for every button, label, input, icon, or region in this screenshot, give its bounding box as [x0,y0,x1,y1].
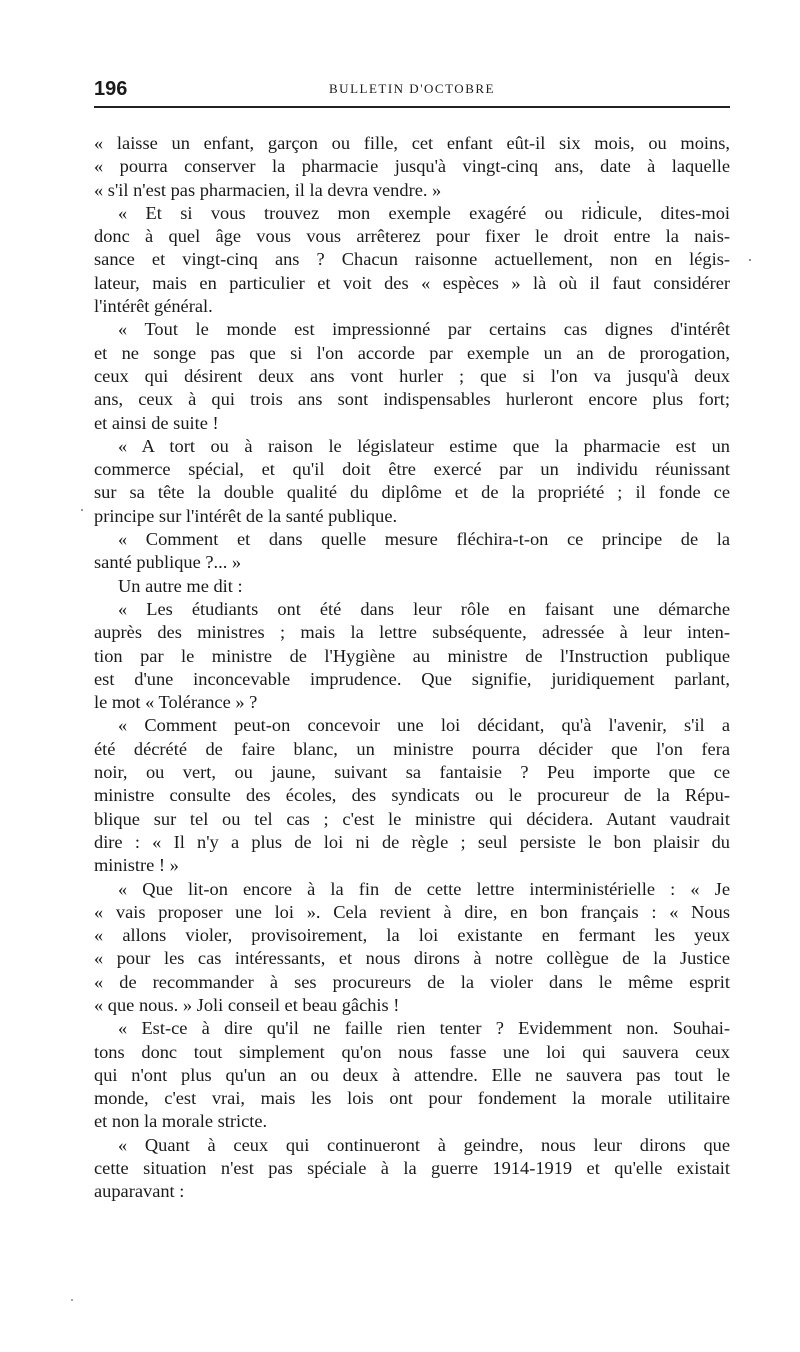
text-line: « laisse un enfant, garçon ou fille, cet enfant eût-il six mois, ou moins, [94,133,730,153]
text-line: « Quant à ceux qui continueront à geindre, nous leur dirons que [118,1134,730,1155]
text-line: auprès des ministres ; mais la lettre subséquente, adressée à leur inten- [94,622,730,643]
text-line: « pour les cas intéressants, et nous dirons à notre collègue de la Justice [94,948,730,969]
text-line: « que nous. » Joli conseil et beau gâchis ! [94,994,400,1015]
text-line: « pourra conserver la pharmacie jusqu'à vingt-cinq ans, date à laquelle [94,156,730,177]
text-line: lateur, mais en particulier et voit des « espèces » là où il faut considérer [94,272,730,293]
text-line: commerce spécial, et qu'il doit être exercé par un individu réunissant [94,459,730,480]
text-line: ans, ceux à qui trois ans sont indispensables hurleront encore plus fort; [94,389,730,410]
text-line: l'intérêt général. [94,296,213,317]
text-line: santé publique ?... » [94,552,242,573]
speck-mark [71,1299,73,1301]
body-text [94,132,730,1204]
text-line: monde, c'est vrai, mais les lois ont pour fondement la morale utilitaire [94,1088,730,1109]
text-line: principe sur l'intérêt de la santé publique. [94,505,398,526]
text-line: blique sur tel ou tel cas ; c'est le ministre qui décidera. Autant vaudrait [94,808,730,829]
page-number: 196 [94,78,128,100]
text-line: et ne songe pas que si l'on accorde par exemple un an de prorogation, [94,342,730,363]
text-line: noir, ou vert, ou jaune, suivant sa fantaisie ? Peu importe que ce [94,762,730,783]
text-line: « allons violer, provisoirement, la loi existante en fermant les yeux [94,925,730,946]
text-line: « s'il n'est pas pharmacien, il la devra vendre. » [94,179,442,200]
text-line: le mot « Tolérance » ? [94,692,258,713]
speck-mark [81,509,83,511]
running-head: BULLETIN D'OCTOBRE [329,81,495,96]
text-line: « A tort ou à raison le législateur estime que la pharmacie est un [118,435,730,456]
speck-mark [749,259,751,261]
text-line: et non la morale stricte. [94,1111,268,1132]
text-line: sance et vingt-cinq ans ? Chacun raisonne actuellement, non en légis- [94,249,730,270]
text-line: « Comment peut-on concevoir une loi décidant, qu'à l'avenir, s'il a [118,715,730,736]
text-line: « de recommander à ses procureurs de la violer dans le même esprit [94,971,730,992]
text-line: « Est-ce à dire qu'il ne faille rien tenter ? Evidemment non. Souhai- [118,1018,730,1039]
text-line: tion par le ministre de l'Hygiène au ministre de l'Instruction publique [94,645,730,666]
text-line: dire : « Il n'y a plus de loi ni de règle ; seul persiste le bon plaisir du [94,831,730,852]
text-line: ministre consulte des écoles, des syndicats ou le procureur de la Répu- [94,785,730,806]
text-line: donc à quel âge vous vous arrêterez pour fixer le droit entre la nais- [94,226,730,247]
text-line: « Comment et dans quelle mesure fléchira-t-on ce principe de la [118,529,730,550]
text-line: et ainsi de suite ! [94,412,219,433]
text-line: Un autre me dit : [118,575,243,596]
text-line: « vais proposer une loi ». Cela revient à dire, en bon français : « Nous [94,901,730,922]
text-line: été décrété de faire blanc, un ministre pourra décider que l'on fera [94,738,730,759]
text-line: « Et si vous trouvez mon exemple exagéré ou ridicule, dites-moi [118,202,730,223]
text-line: cette situation n'est pas spéciale à la guerre 1914-1919 et qu'elle existait [94,1158,730,1179]
text-line: « Les étudiants ont été dans leur rôle en faisant une démarche [118,598,730,619]
text-line: ministre ! » [94,855,179,876]
text-line: ceux qui désirent deux ans vont hurler ; que si l'on va jusqu'à deux [94,365,730,386]
text-line: « Que lit-on encore à la fin de cette lettre interministérielle : « Je [118,878,730,899]
text-line: est d'une inconcevable imprudence. Que signifie, juridiquement parlant, [94,668,730,689]
text-line: auparavant : [94,1181,185,1202]
text-line: tons donc tout simplement qu'on nous fasse une loi qui sauvera ceux [94,1041,730,1062]
text-line: « Tout le monde est impressionné par certains cas dignes d'intérêt [118,319,730,340]
text-line: sur sa tête la double qualité du diplôme et de la propriété ; il fonde ce [94,482,730,503]
page-header [94,76,730,108]
text-line: qui n'ont plus qu'un an ou deux à attendre. Elle ne sauvera pas tout le [94,1064,730,1085]
